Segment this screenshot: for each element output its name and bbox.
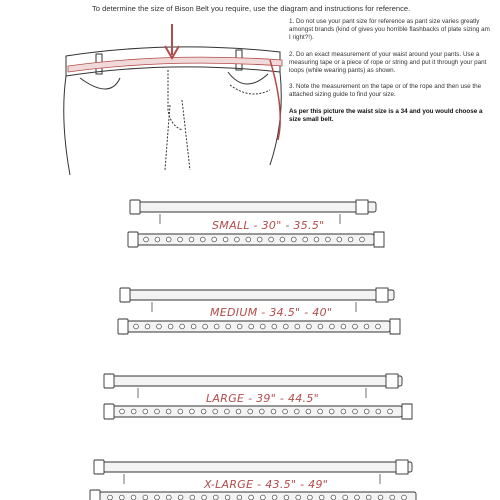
belt-group-xlarge <box>90 460 416 500</box>
belt-hole <box>376 324 381 329</box>
belt-hole <box>168 324 173 329</box>
belt-hole <box>203 324 208 329</box>
intro-text: To determine the size of Bison Belt you require, use the diagram and instructions for reference. <box>92 4 411 13</box>
belt-hole <box>166 495 171 500</box>
belt-hole <box>326 237 331 242</box>
example-note: As per this picture the waist size is a 34 and you would choose a size small belt. <box>289 107 483 123</box>
belt-hole <box>376 409 381 414</box>
belt-hole <box>343 495 348 500</box>
belt-hole <box>223 237 228 242</box>
belt-hole <box>249 495 254 500</box>
belt-group-small <box>128 200 384 247</box>
belt-hole <box>378 495 383 500</box>
belt-hole <box>272 324 277 329</box>
belt-hole <box>143 495 148 500</box>
belt-hole <box>191 324 196 329</box>
belt-hole <box>202 495 207 500</box>
belt-hole <box>364 324 369 329</box>
belt-hole <box>134 324 139 329</box>
belt-group-large <box>104 374 412 419</box>
belt-hole <box>308 495 313 500</box>
belt-hole <box>166 409 171 414</box>
belt-hole <box>119 495 124 500</box>
belt-hole <box>283 324 288 329</box>
belt-hole <box>237 495 242 500</box>
belt-hole <box>341 324 346 329</box>
belt-hole <box>225 409 230 414</box>
belt-hole <box>120 409 125 414</box>
belt-hole <box>108 495 113 500</box>
belt-hole <box>341 409 346 414</box>
belt-hole <box>355 495 360 500</box>
belt-hole <box>213 409 218 414</box>
belt-clasp-small <box>128 232 384 247</box>
belt-hole <box>248 409 253 414</box>
belt-group-medium <box>118 288 400 334</box>
belt-hole <box>155 237 160 242</box>
belt-hole <box>225 495 230 500</box>
belt-clasp-large <box>104 404 412 419</box>
belt-hole <box>259 409 264 414</box>
size-label-xlarge: X-LARGE - 43.5" - 49" <box>204 478 329 491</box>
belt-hole <box>272 495 277 500</box>
belt-hole <box>388 409 393 414</box>
belt-hole <box>200 237 205 242</box>
belt-hole <box>366 495 371 500</box>
belt-hole <box>166 237 171 242</box>
belt-hole <box>303 237 308 242</box>
belt-hole <box>260 324 265 329</box>
step-1: 1. Do not use your pant size for reference as pant size varies greatly amongst brands (kind of gives you horrible flashbacks of plate sizing am I right?!). <box>289 18 490 41</box>
belt-hole <box>213 495 218 500</box>
belt-hole <box>178 495 183 500</box>
belt-hole <box>330 324 335 329</box>
belt-hole <box>235 237 240 242</box>
belt-hole <box>155 409 160 414</box>
size-label-small: SMALL - 30" - 35.5" <box>212 219 325 232</box>
belt-hole <box>364 409 369 414</box>
belt-hole <box>307 324 312 329</box>
step-3: 3. Note the measurement on the tape or of the rope and then use the attached sizing guide to find your size. <box>289 83 482 98</box>
belt-hole <box>360 237 365 242</box>
belt-hole <box>353 324 358 329</box>
belt-hole <box>190 495 195 500</box>
belt-hole <box>271 409 276 414</box>
belt-hole <box>319 495 324 500</box>
belt-hole <box>269 237 274 242</box>
size-label-large: LARGE - 39" - 44.5" <box>206 392 320 405</box>
belt-hole <box>280 237 285 242</box>
belt-hole <box>236 409 241 414</box>
belt-hole <box>237 324 242 329</box>
belt-hole <box>337 237 342 242</box>
belt-hole <box>284 495 289 500</box>
belt-hole <box>318 324 323 329</box>
belt-hole <box>261 495 266 500</box>
belt-hole <box>180 324 185 329</box>
belt-hole <box>348 237 353 242</box>
belt-hole <box>157 324 162 329</box>
belt-hole <box>155 495 160 500</box>
belt-hole <box>295 324 300 329</box>
belt-hole <box>144 237 149 242</box>
size-label-medium: MEDIUM - 34.5" - 40" <box>210 306 333 319</box>
belt-hole <box>296 495 301 500</box>
belt-hole <box>201 409 206 414</box>
belt-hole <box>294 409 299 414</box>
belt-hole <box>143 409 148 414</box>
belt-hole <box>331 495 336 500</box>
belt-hole <box>291 237 296 242</box>
belt-hole <box>353 409 358 414</box>
belt-hole <box>283 409 288 414</box>
belt-hole <box>249 324 254 329</box>
belt-hole <box>246 237 251 242</box>
step-2: 2. Do an exact measurement of your waist around your pants. Use a measuring tape or a piece of rope or string and put it through your pant loops (while wearing pants) as shown. <box>289 50 487 74</box>
belt-hole <box>178 237 183 242</box>
belt-hole <box>214 324 219 329</box>
belt-hole <box>212 237 217 242</box>
belt-hole <box>314 237 319 242</box>
belt-clasp-xlarge <box>90 490 416 500</box>
belt-hole <box>226 324 231 329</box>
belt-hole <box>178 409 183 414</box>
belt-hole <box>318 409 323 414</box>
belt-clasp-medium <box>118 319 400 334</box>
belt-hole <box>189 237 194 242</box>
belt-hole <box>190 409 195 414</box>
belt-hole <box>131 495 136 500</box>
belt-hole <box>329 409 334 414</box>
belt-hole <box>390 495 395 500</box>
belt-hole <box>306 409 311 414</box>
belt-hole <box>145 324 150 329</box>
belt-hole <box>402 495 407 500</box>
belt-hole <box>131 409 136 414</box>
belt-hole <box>257 237 262 242</box>
